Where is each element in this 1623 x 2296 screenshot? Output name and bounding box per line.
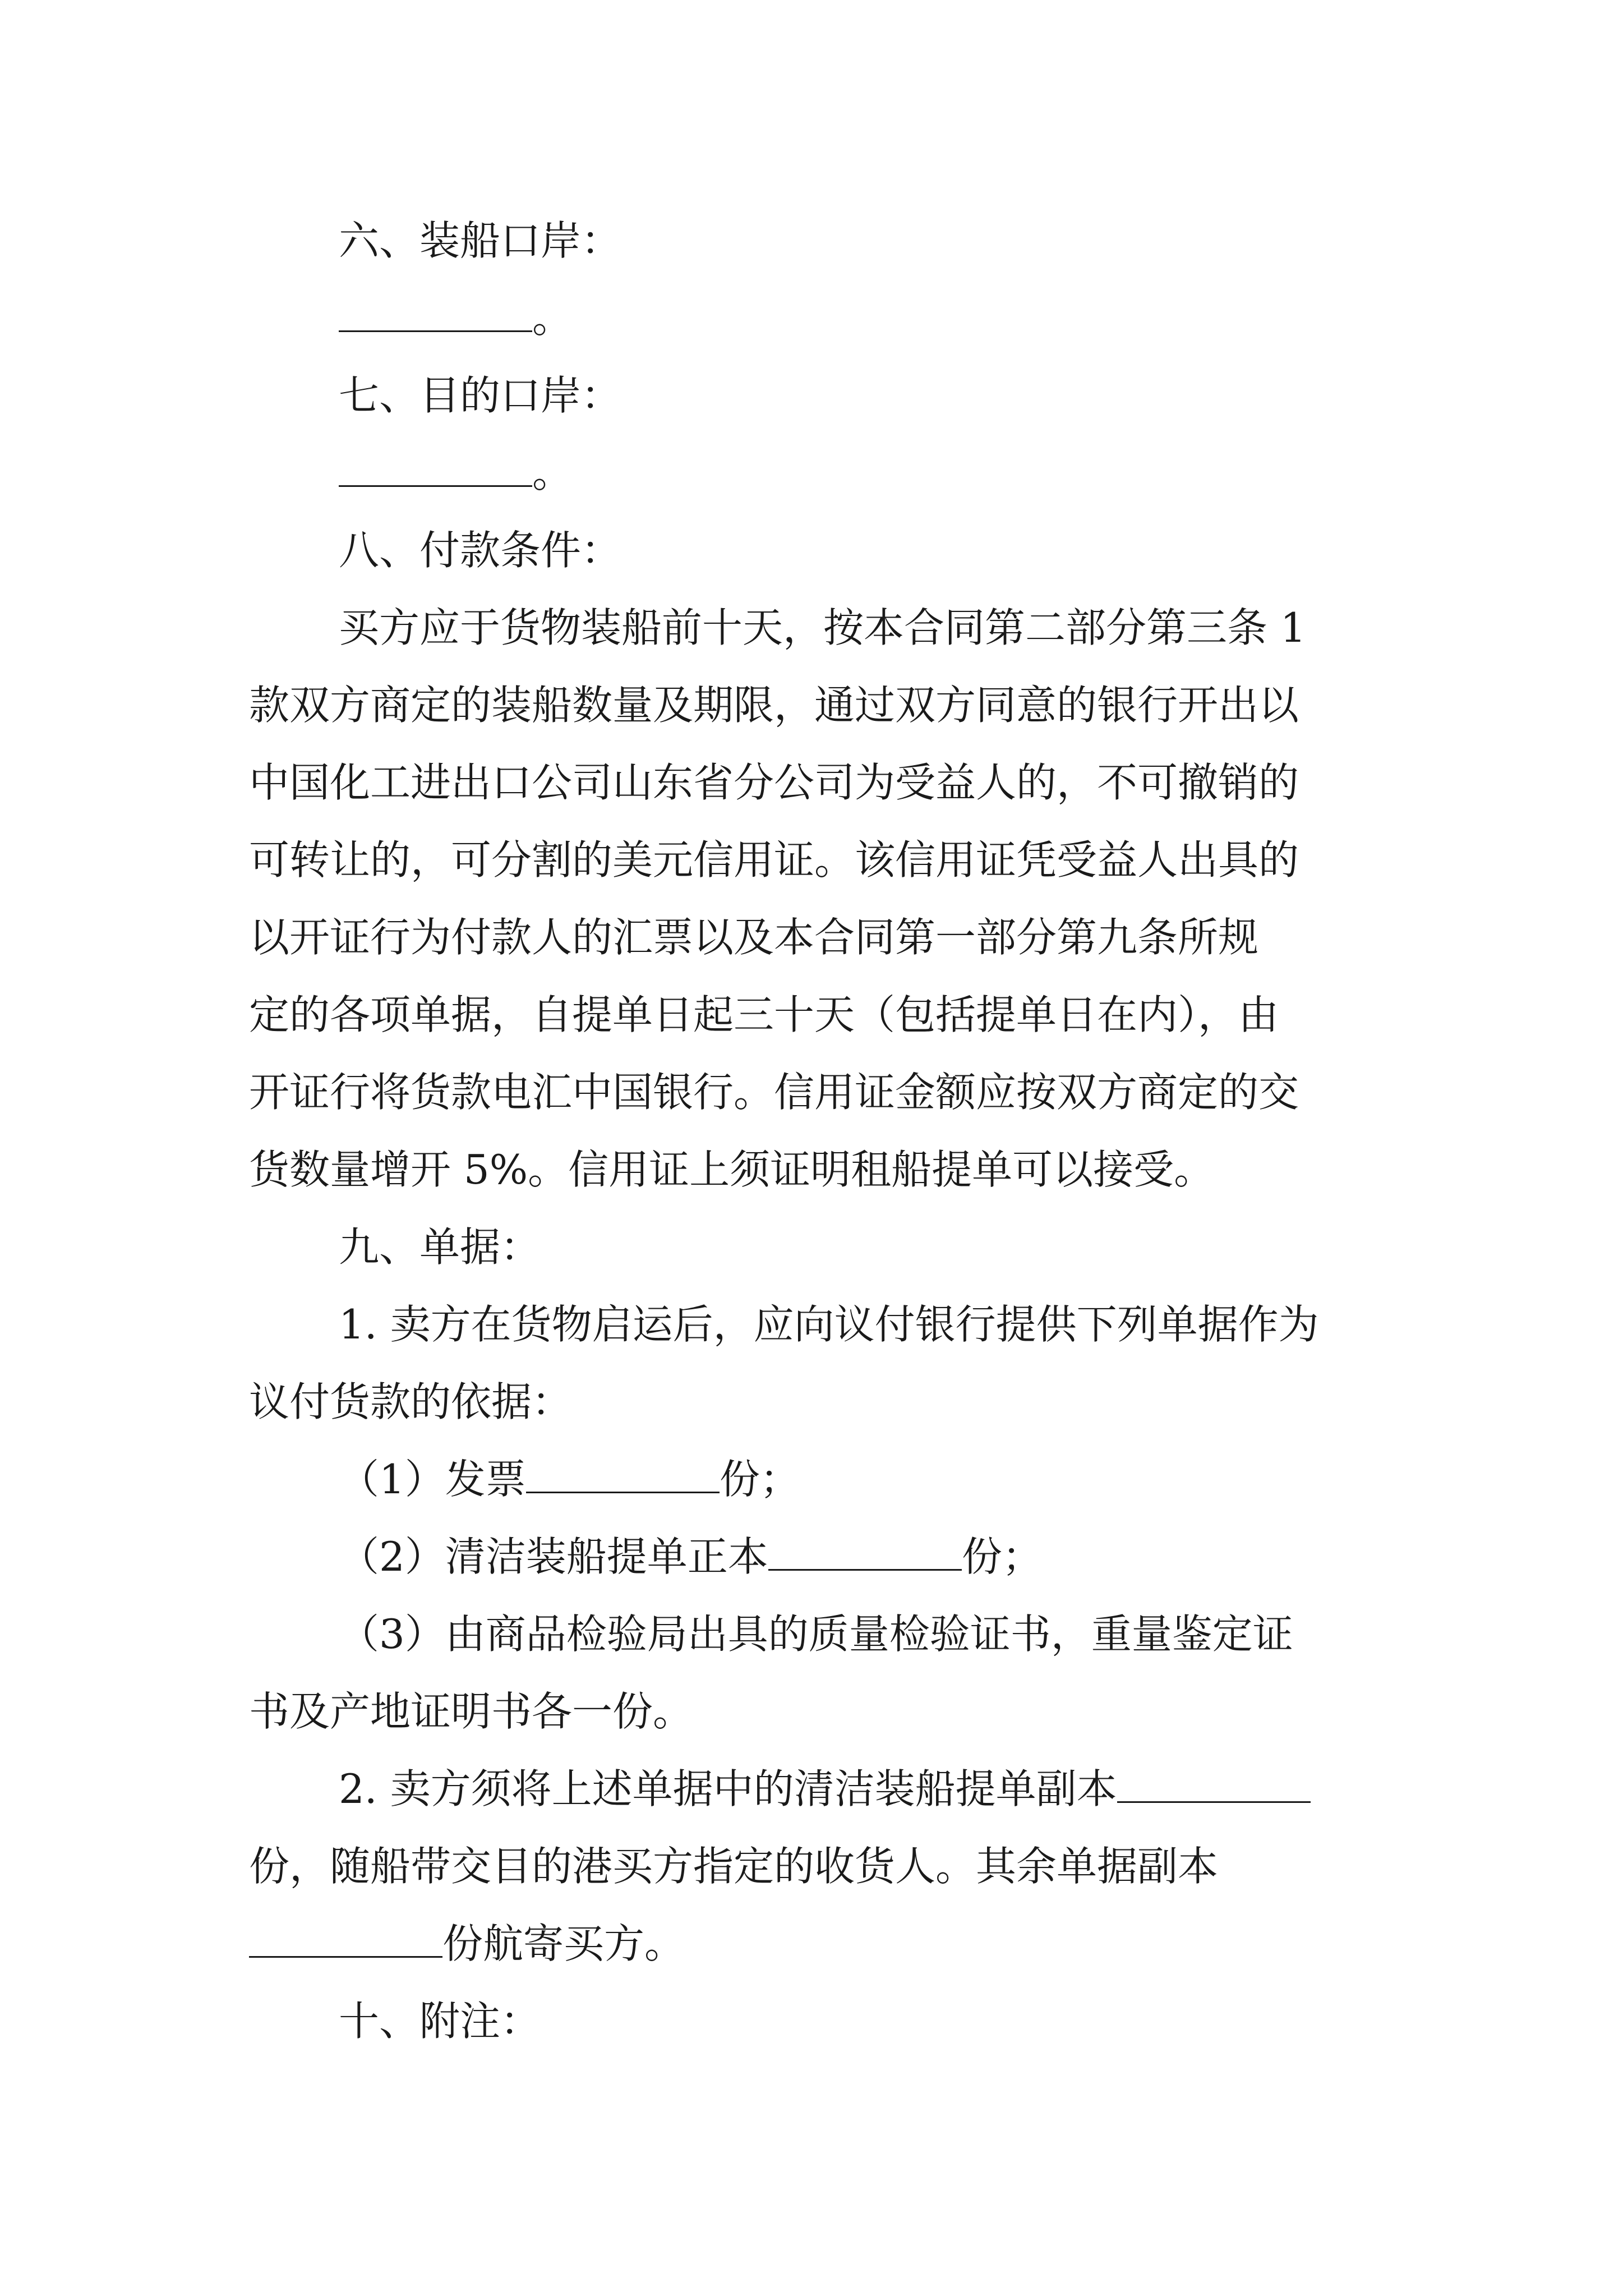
documents-text-line: 1. 卖方在货物启运后，应向议付银行提供下列单据作为 (339, 1301, 1319, 1348)
payment-text-line: 中国化工进出口公司山东省分公司为受益人的，不可撤销的 (249, 759, 1299, 806)
payment-text-line: 买方应于货物装船前十天，按本合同第二部分第三条 1 (339, 604, 1306, 651)
payment-text-line: 款双方商定的装船数量及期限，通过双方同意的银行开出以 (249, 682, 1299, 729)
section-destination-port-heading: 七、目的口岸： (339, 372, 622, 419)
loading-port-field: 。 (249, 279, 1387, 357)
loading-port-blank[interactable] (339, 297, 532, 332)
destination-port-blank[interactable] (339, 452, 532, 487)
payment-text-line: 开证行将货款电汇中国银行。信用证金额应按双方商定的交 (249, 1069, 1299, 1116)
bill-of-lading-copies-blank[interactable] (768, 1535, 962, 1571)
other-copies-blank[interactable] (249, 1922, 442, 1958)
payment-text-line: 定的各项单据，自提单日起三十天（包括提单日在内），由 (249, 991, 1279, 1038)
document-item-copies-cont: 份航寄买方。 (249, 1905, 1387, 1982)
section-documents-heading: 九、单据： (339, 1223, 541, 1271)
document-item-invoice: （1）发票 份； (339, 1456, 800, 1503)
document-body (249, 202, 1387, 2060)
payment-text-line: 货数量增开 5%。信用证上须证明租船提单可以接受。 (249, 1146, 1215, 1193)
document-item-certificates: （3）由商品检验局出具的质量检验证书，重量鉴定证 (339, 1611, 1293, 1658)
document-item-copies: 2. 卖方须将上述单据中的清洁装船提单副本 (249, 1750, 1387, 1828)
bl-duplicate-copies-blank[interactable] (1117, 1768, 1311, 1803)
document-item-certificates-cont: 书及产地证明书各一份。 (249, 1688, 694, 1735)
section-loading-port-heading: 六、装船口岸： (339, 217, 622, 264)
document-item-copies-cont: 份，随船带交目的港买方指定的收货人。其余单据副本 (249, 1843, 1219, 1890)
section-payment-heading: 八、付款条件： (339, 527, 622, 574)
documents-text-line: 议付货款的依据： (249, 1378, 573, 1425)
destination-port-field: 。 (249, 434, 1387, 512)
section-notes-heading: 十、附注： (339, 1998, 541, 2045)
payment-text-line: 以开证行为付款人的汇票以及本合同第一部分第九条所规 (249, 914, 1259, 961)
payment-text-line: 可转让的，可分割的美元信用证。该信用证凭受益人出具的 (249, 836, 1299, 884)
invoice-copies-blank[interactable] (526, 1458, 720, 1493)
document-item-bill-of-lading: （2）清洁装船提单正本 份； (339, 1533, 1043, 1580)
